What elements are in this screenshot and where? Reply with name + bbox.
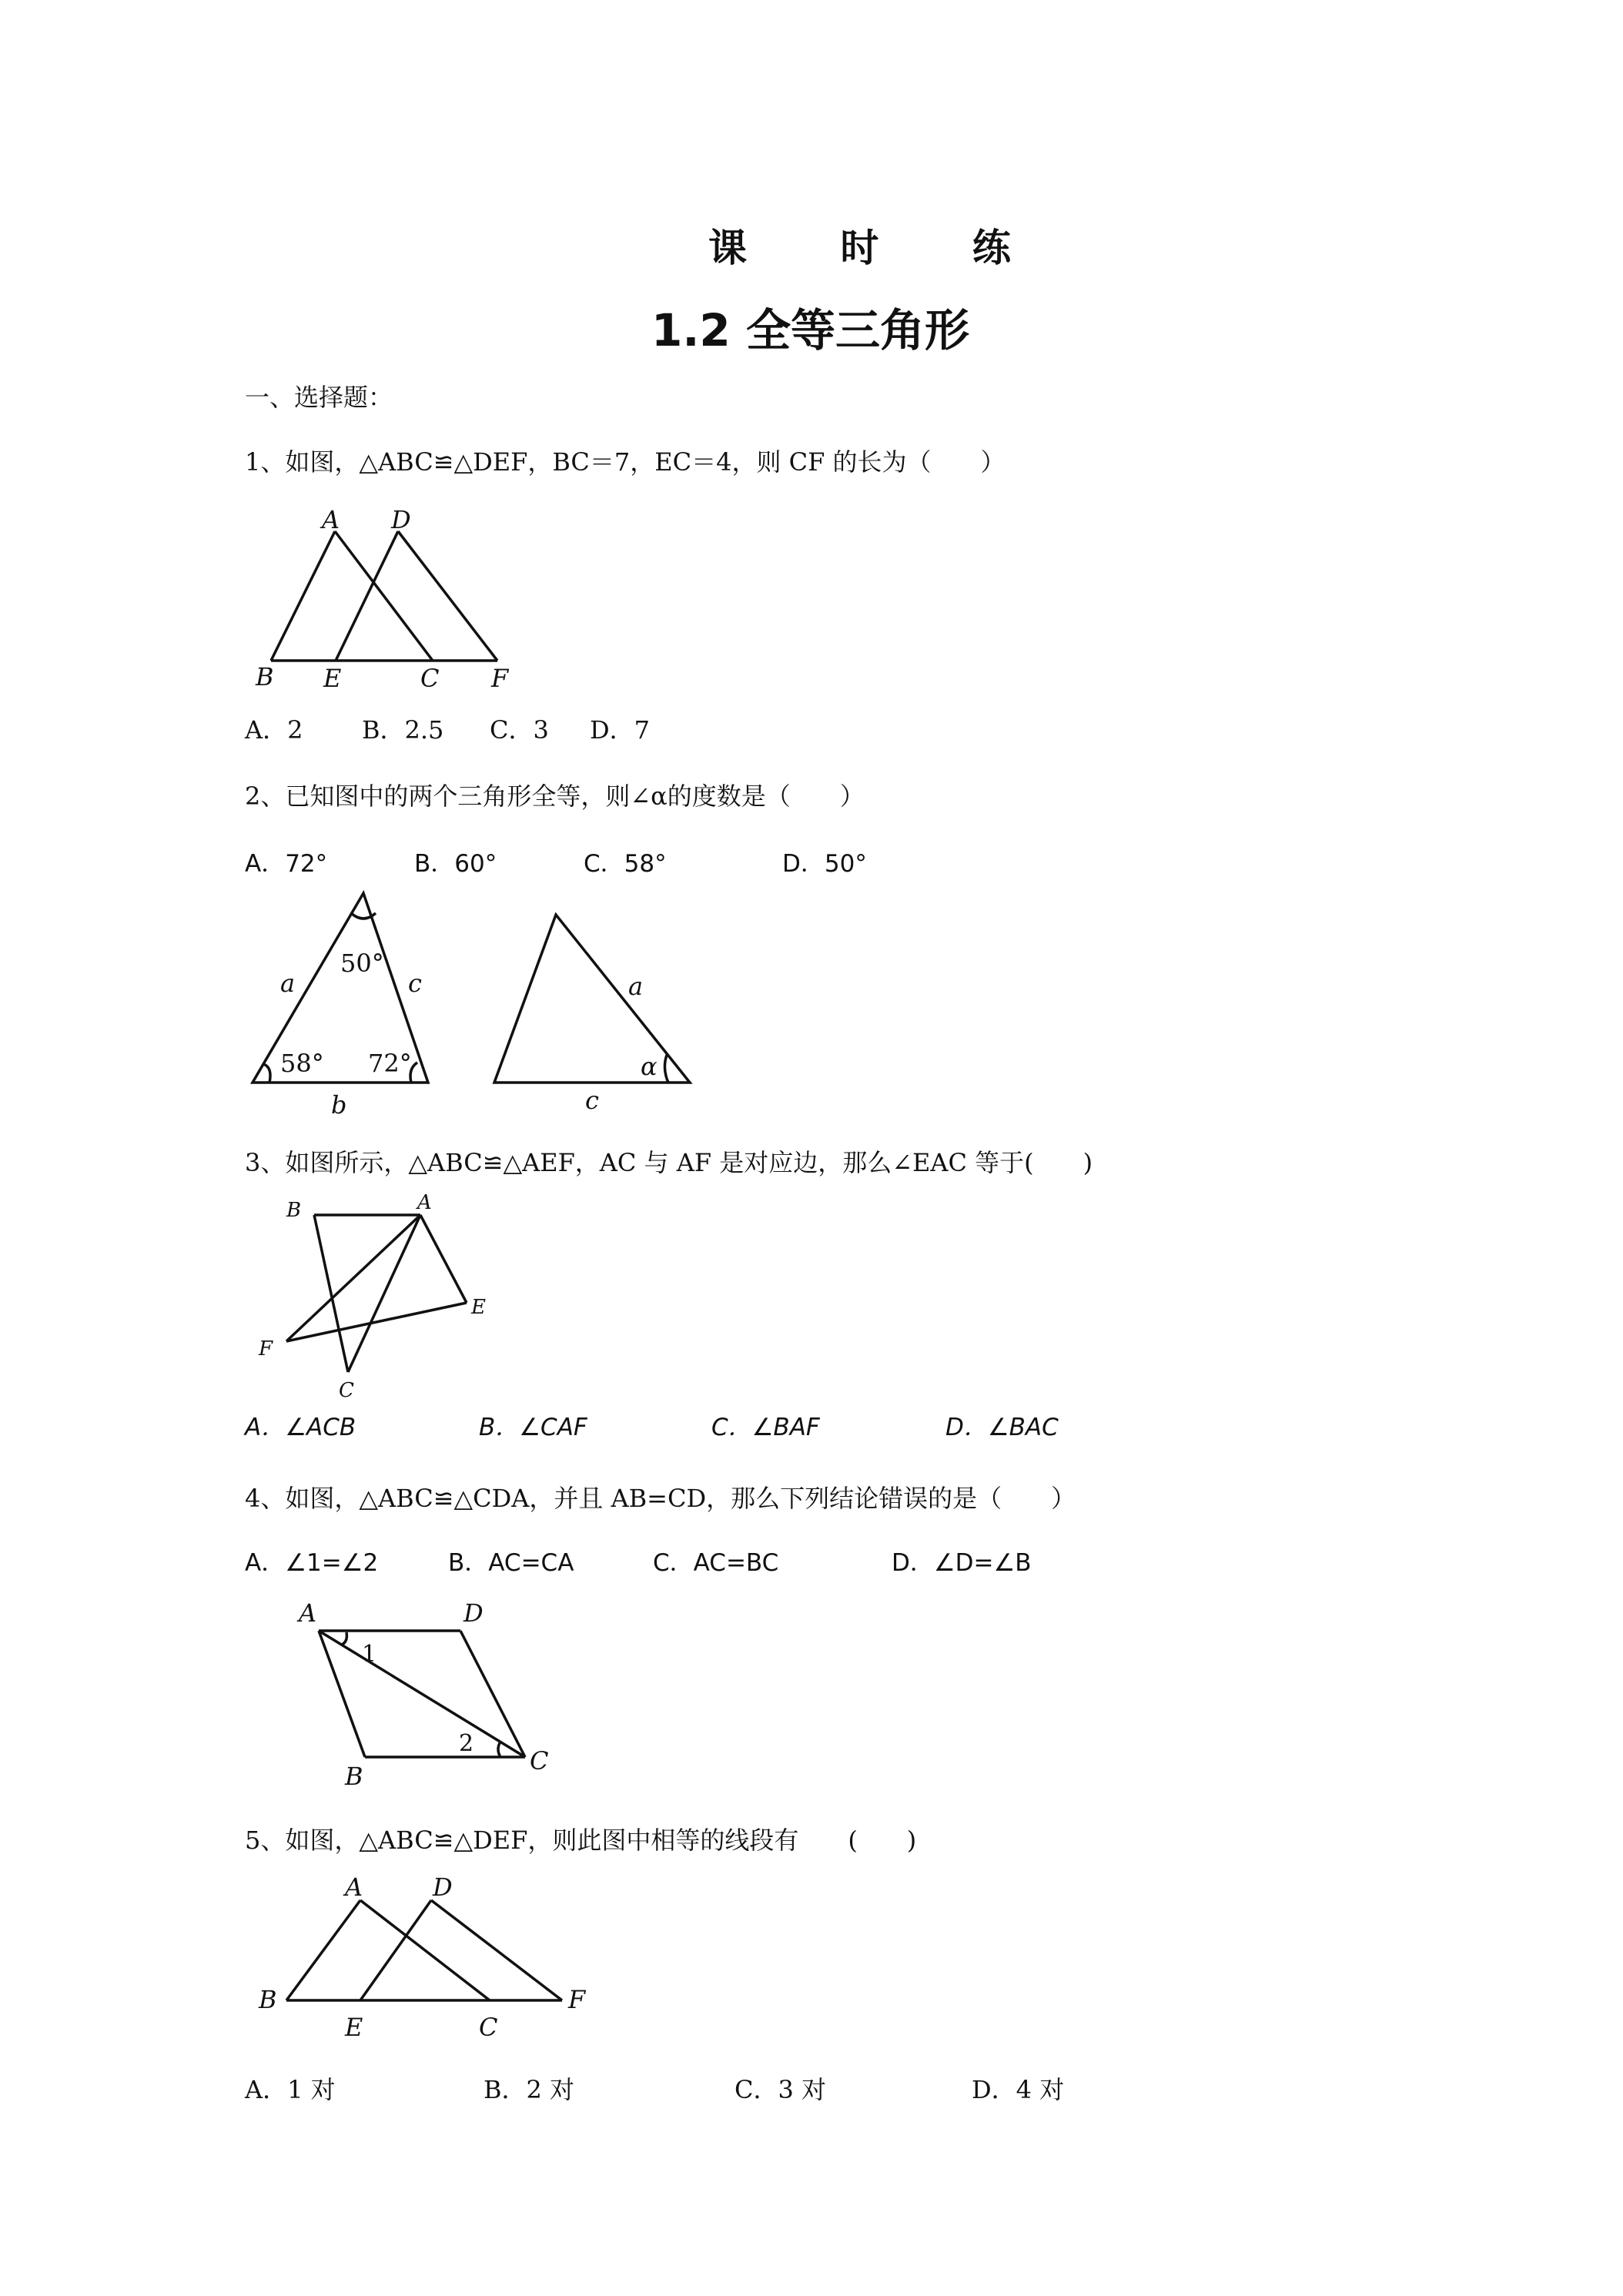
q2-label-c-left: c	[408, 969, 422, 998]
question-1-option-c[interactable]: C．3	[490, 715, 549, 745]
question-1-figure	[246, 500, 554, 701]
q5-label-a: A	[345, 1873, 363, 1902]
question-2-option-b[interactable]: B．60°	[414, 850, 497, 878]
q3-label-c: C	[339, 1379, 354, 1402]
question-1-text: 1、如图，△ABC≌△DEF，BC＝7，EC＝4，则 CF 的长为（ ）	[245, 447, 1006, 477]
q1-label-f: F	[491, 664, 509, 693]
question-1-option-a[interactable]: A．2	[245, 715, 303, 745]
question-5-option-d[interactable]: D．4 对	[972, 2075, 1065, 2104]
section-label: 一、选择题：	[245, 383, 393, 412]
q1-label-c: C	[420, 664, 440, 693]
q3-label-b: B	[286, 1199, 302, 1222]
question-4-option-d[interactable]: D．∠D=∠B	[892, 1549, 1032, 1577]
q5-label-e: E	[345, 2013, 363, 2042]
q4-label-d: D	[463, 1598, 484, 1628]
q2-label-a-right: a	[628, 972, 644, 1001]
q3-label-e: E	[471, 1296, 486, 1319]
q2-label-72: 72°	[368, 1049, 412, 1078]
worksheet-title: 课 时 练	[708, 225, 1051, 270]
question-4-option-c[interactable]: C．AC=BC	[653, 1549, 779, 1577]
question-4-figure	[246, 1592, 554, 1791]
question-2-text: 2、已知图中的两个三角形全等，则∠α的度数是（ ）	[245, 782, 865, 811]
q5-label-f: F	[568, 1985, 586, 2014]
q4-label-2: 2	[459, 1730, 474, 1757]
question-5-option-a[interactable]: A．1 对	[245, 2075, 336, 2104]
question-3-option-b[interactable]: B．∠CAF	[479, 1414, 587, 1441]
q1-label-d: D	[391, 505, 411, 534]
question-2-option-d[interactable]: D．50°	[782, 850, 867, 878]
q4-label-b: B	[345, 1762, 363, 1791]
q3-label-f: F	[259, 1337, 273, 1361]
question-4-option-b[interactable]: B．AC=CA	[448, 1549, 574, 1577]
q4-label-a: A	[299, 1598, 317, 1628]
question-2-option-c[interactable]: C．58°	[584, 850, 667, 878]
question-3-option-a[interactable]: A．∠ACB	[245, 1414, 356, 1441]
q4-label-c: C	[530, 1746, 549, 1776]
question-2-option-a[interactable]: A．72°	[245, 850, 328, 878]
q2-label-50: 50°	[340, 949, 384, 978]
q2-label-a-left: a	[280, 969, 296, 998]
question-5-option-c[interactable]: C．3 对	[735, 2075, 827, 2104]
question-5-option-b[interactable]: B．2 对	[484, 2075, 575, 2104]
q2-label-58: 58°	[280, 1049, 324, 1078]
question-3-option-d[interactable]: D．∠BAC	[945, 1414, 1059, 1441]
question-3-option-c[interactable]: C．∠BAF	[711, 1414, 820, 1441]
question-5-text: 5、如图，△ABC≌△DEF，则此图中相等的线段有 ( )	[245, 1826, 917, 1855]
question-2-figure	[246, 893, 724, 1124]
q4-label-1: 1	[362, 1641, 377, 1668]
q2-label-b: b	[331, 1090, 347, 1120]
question-1-option-d[interactable]: D．7	[590, 715, 651, 745]
q1-label-e: E	[323, 664, 342, 693]
question-5-figure	[246, 1873, 601, 2057]
question-3-figure	[246, 1191, 524, 1406]
q5-label-c: C	[479, 2013, 498, 2042]
q3-label-a: A	[417, 1191, 432, 1214]
q2-label-alpha: α	[641, 1052, 658, 1081]
q1-label-a: A	[322, 505, 340, 534]
q5-label-b: B	[259, 1985, 277, 2014]
question-4-option-a[interactable]: A．∠1=∠2	[245, 1549, 379, 1577]
worksheet-subtitle: 1.2 全等三角形	[651, 304, 969, 356]
question-1-option-b[interactable]: B．2.5	[362, 715, 444, 745]
q5-label-d: D	[433, 1873, 453, 1902]
q2-label-c-right: c	[585, 1086, 599, 1115]
question-4-text: 4、如图，△ABC≌△CDA，并且 AB=CD，那么下列结论错误的是（ ）	[245, 1484, 1076, 1513]
question-3-text: 3、如图所示，△ABC≌△AEF，AC 与 AF 是对应边，那么∠EAC 等于( )	[245, 1148, 1093, 1177]
q1-label-b: B	[256, 662, 274, 691]
